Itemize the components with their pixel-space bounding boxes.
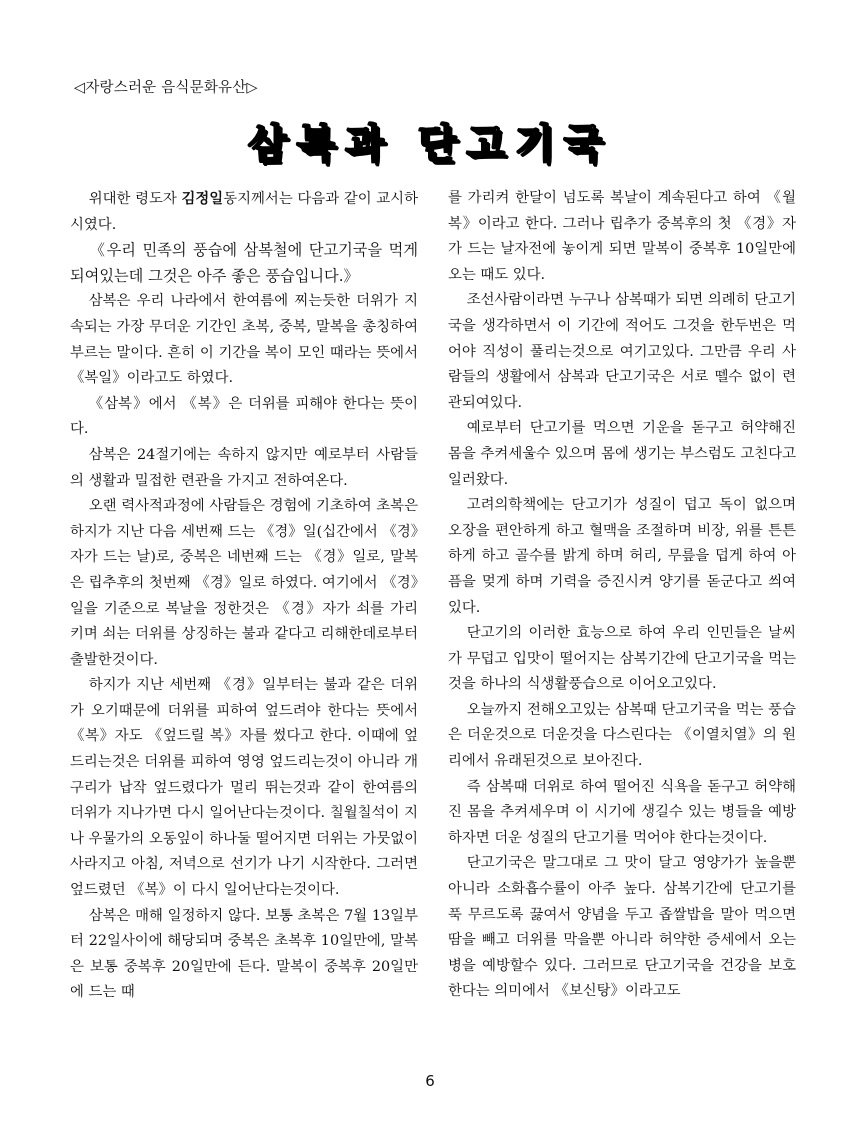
paragraph: 삼복은 우리 나라에서 한여름에 찌는듯한 더위가 지속되는 가장 무더운 기간인 초복, 중복, 말복을 총칭하여 부르는 말이다. 흔히 이 기간을 복이 모인 때라는 뜻에서 《복일》이라고도 하였다. [70, 293, 418, 387]
intro-text-a: 위대한 령도자 [88, 191, 182, 207]
paragraph-quote: 《우리 민족의 풍습에 삼복철에 단고기국을 먹게 되여있는데 그것은 아주 좋은 풍습입니다.》 [70, 241, 418, 285]
leader-name: 김정일 [181, 190, 224, 207]
article-title: 삼복과 단고기국 [247, 121, 613, 167]
paragraph: 《삼복》에서 《복》은 더위를 피해야 한다는 뜻이다. [70, 395, 418, 438]
paragraph-quote-intro [70, 186, 418, 238]
paragraph: 예로부터 단고기를 먹으면 기운을 돋구고 허약해진 몸을 추켜세울수 있으며 몸에 생기는 부스럼도 고친다고 일러왔다. [448, 420, 796, 488]
paragraph: 조선사람이라면 누구나 삼복때가 되면 의례히 단고기국을 생각하면서 이 기간에 적어도 그것을 한두번은 먹어야 직성이 풀리는것으로 여기고있다. 그만큼 우리 사람들의 생활에서 삼복과 단고기국은 서로 뗄수 없이 련관되여있다. [448, 292, 796, 411]
paragraph: 단고기의 이러한 효능으로 하여 우리 인민들은 날씨가 무덥고 입맛이 떨어지는 삼복기간에 단고기국을 먹는것을 하나의 식생활풍습으로 이어오고있다. [448, 625, 796, 693]
page-number: 6 [425, 1072, 435, 1090]
paragraph: 삼복은 24절기에는 속하지 않지만 예로부터 사람들의 생활과 밀접한 련관을 가지고 전하여온다. [70, 446, 418, 489]
series-heading: ◁자랑스러운 음식문화유산▷ [74, 80, 258, 96]
paragraph: 단고기국은 말그대로 그 맛이 달고 영양가가 높을뿐 아니라 소화흡수률이 아주 높다. 삼복기간에 단고기를 푹 무르도록 끓여서 양념을 두고 좁쌀밥을 말아 먹으면 땀을 빼고 더위를 막을뿐 아니라 허약한 증세에서 오는 병을 예방할수 있다. 그러므로 단고기국을 건강을 보호한다는 의미에서 《보신탕》이라고도 [448, 855, 796, 1000]
paragraph: 삼복은 매해 일정하지 않다. 보통 초복은 7월 13일부터 22일사이에 해당되며 중복은 초복후 10일만에, 말복은 보통 중복후 20일만에 든다. 말복이 중복후 20일만에 드는 때 [70, 907, 418, 1001]
paragraph: 오랜 력사적과정에 사람들은 경험에 기초하여 초복은 하지가 지난 다음 세번째 드는 《경》일(십간에서 《경》자가 드는 날)로, 중복은 네번째 드는 《경》일로, 말복은 립추후의 첫번째 《경》일로 하였다. 여기에서 《경》일을 기준으로 복날을 정한것은 《경》자가 쇠를 가리키며 쇠는 더위를 상징하는 불과 같다고 리해한데로부터 출발한것이다. [70, 498, 418, 668]
right-column [448, 186, 796, 1005]
paragraph: 고려의학책에는 단고기가 성질이 덥고 독이 없으며 오장을 편안하게 하고 혈맥을 조절하며 비장, 위를 튼튼하게 하고 골수를 밝게 하며 허리, 무릎을 덥게 하여 아픔을 멎게 하며 기력을 증진시켜 양기를 돋군다고 씌여있다. [448, 497, 796, 616]
left-column [70, 186, 418, 1006]
paragraph: 즉 삼복때 더위로 하여 떨어진 식욕을 돋구고 허약해진 몸을 추켜세우며 이 시기에 생길수 있는 병들을 예방하자면 더운 성질의 단고기를 먹어야 한다는것이다. [448, 778, 796, 846]
paragraph-continued: 를 가리켜 한달이 넘도록 복날이 계속된다고 하여 《월복》이라고 한다. 그러나 립추가 중복후의 첫 《경》자가 드는 날자전에 놓이게 되면 말복이 중복후 10일만에 오는 때도 있다. [448, 190, 796, 283]
paragraph: 오늘까지 전해오고있는 삼복때 단고기국을 먹는 풍습은 더운것으로 더운것을 다스린다는 《이열치열》의 원리에서 유래된것으로 보아진다. [448, 701, 796, 770]
intro-text-b: 동지께서는 다음과 같이 교시하시였다. [70, 191, 418, 233]
paragraph: 하지가 지난 세번째 《경》일부터는 불과 같은 더위가 오기때문에 더위를 피하여 엎드려야 한다는 뜻에서 《복》자도 《엎드릴 복》자를 썼다고 한다. 이때에 엎드리는것은 더위를 피하여 영영 엎드리는것이 아니라 개구리가 납작 엎드렸다가 멀리 뛰는것과 같이 한여름의 더위가 지나가면 다시 일어난다는것이다. 칠월칠석이 지나 우물가의 오동잎이 하나둘 떨어지면 더위는 가뭇없이 사라지고 아침, 저녁으로 선기가 나기 시작한다. 그러면 엎드렸던 《복》이 다시 일어난다는것이다. [70, 677, 418, 899]
